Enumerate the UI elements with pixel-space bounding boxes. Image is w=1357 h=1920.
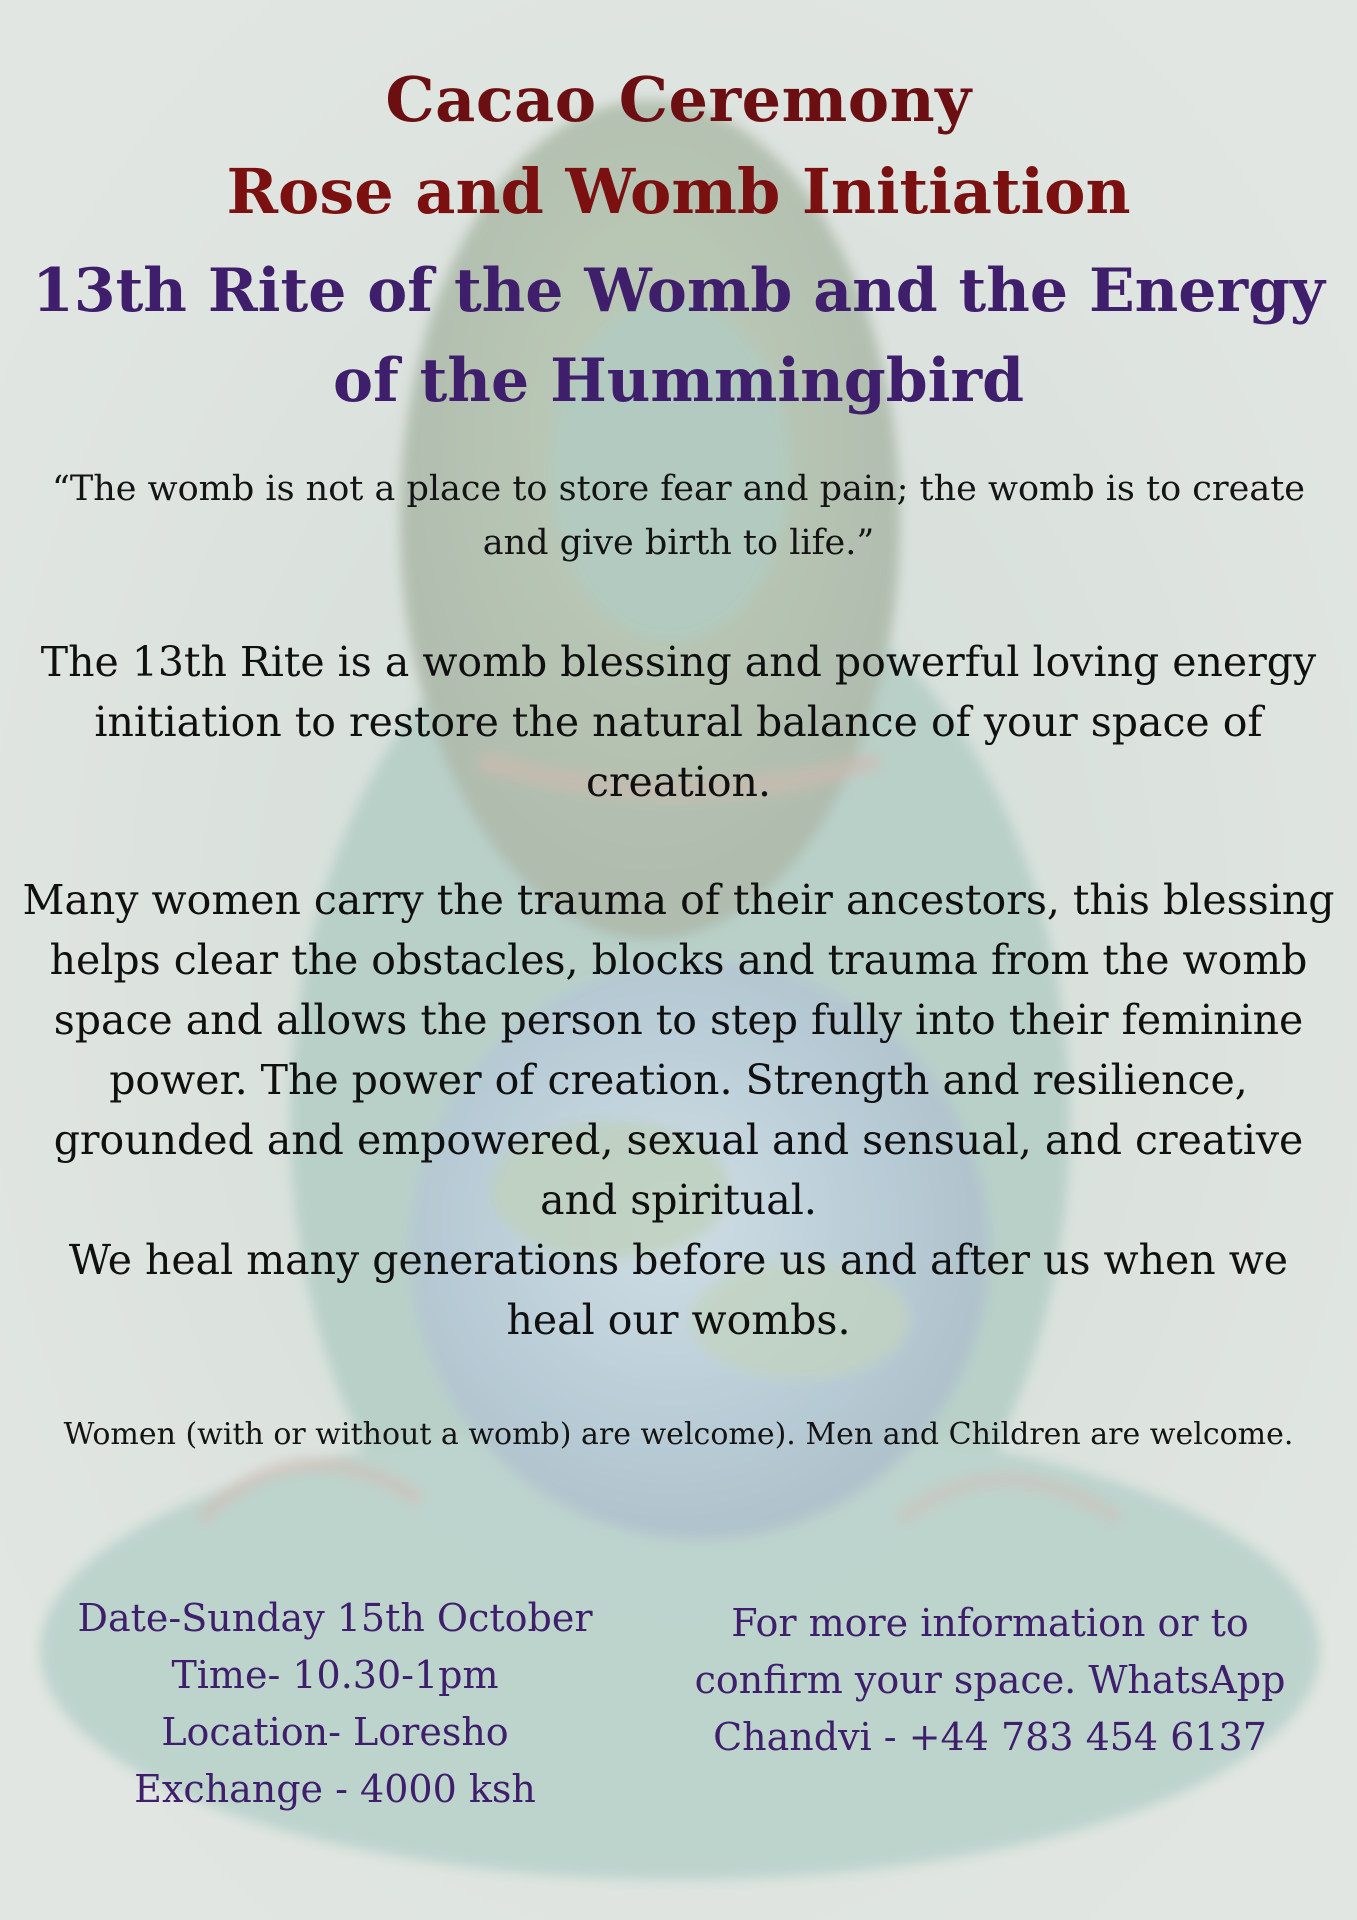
event-details [40, 1590, 630, 1818]
event-location: Location- Loresho [161, 1710, 509, 1754]
contact-info [650, 1595, 1330, 1766]
welcome-note: Women (with or without a womb) are welcome). Men and Children are welcome. [63, 1417, 1294, 1452]
paragraph-ancestral-trauma: Many women carry the trauma of their ancestors, this blessing helps clear the obstacles, blocks and trauma from the womb space and allows the person to step fully into their feminine power. The power of creation. Strength and resilience, grounded and empowered, sexual and sensual, and creative and spiritual. [22, 876, 1335, 1224]
event-time: Time- 10.30-1pm [171, 1653, 499, 1697]
contact-line-1: For more information or to [731, 1601, 1249, 1645]
event-exchange: Exchange - 4000 ksh [134, 1767, 536, 1811]
title-cacao-ceremony: Cacao Ceremony [385, 63, 972, 136]
womb-quote: “The womb is not a place to store fear and pain; the womb is to create and give birth to life.” [52, 469, 1305, 563]
paragraph-13th-rite: The 13th Rite is a womb blessing and powerful loving energy initiation to restore the natural balance of your space of creation. [40, 638, 1317, 806]
title-rose-womb-initiation: Rose and Womb Initiation [226, 155, 1131, 228]
title-13th-rite: 13th Rite of the Womb and the Energy of the Hummingbird [32, 256, 1325, 416]
contact-line-2: confirm your space. WhatsApp [694, 1658, 1286, 1702]
event-date: Date-Sunday 15th October [77, 1596, 593, 1640]
paragraph-heal-generations: We heal many generations before us and after us when we heal our wombs. [68, 1236, 1289, 1344]
contact-whatsapp: Chandvi - +44 783 454 6137 [713, 1715, 1267, 1759]
